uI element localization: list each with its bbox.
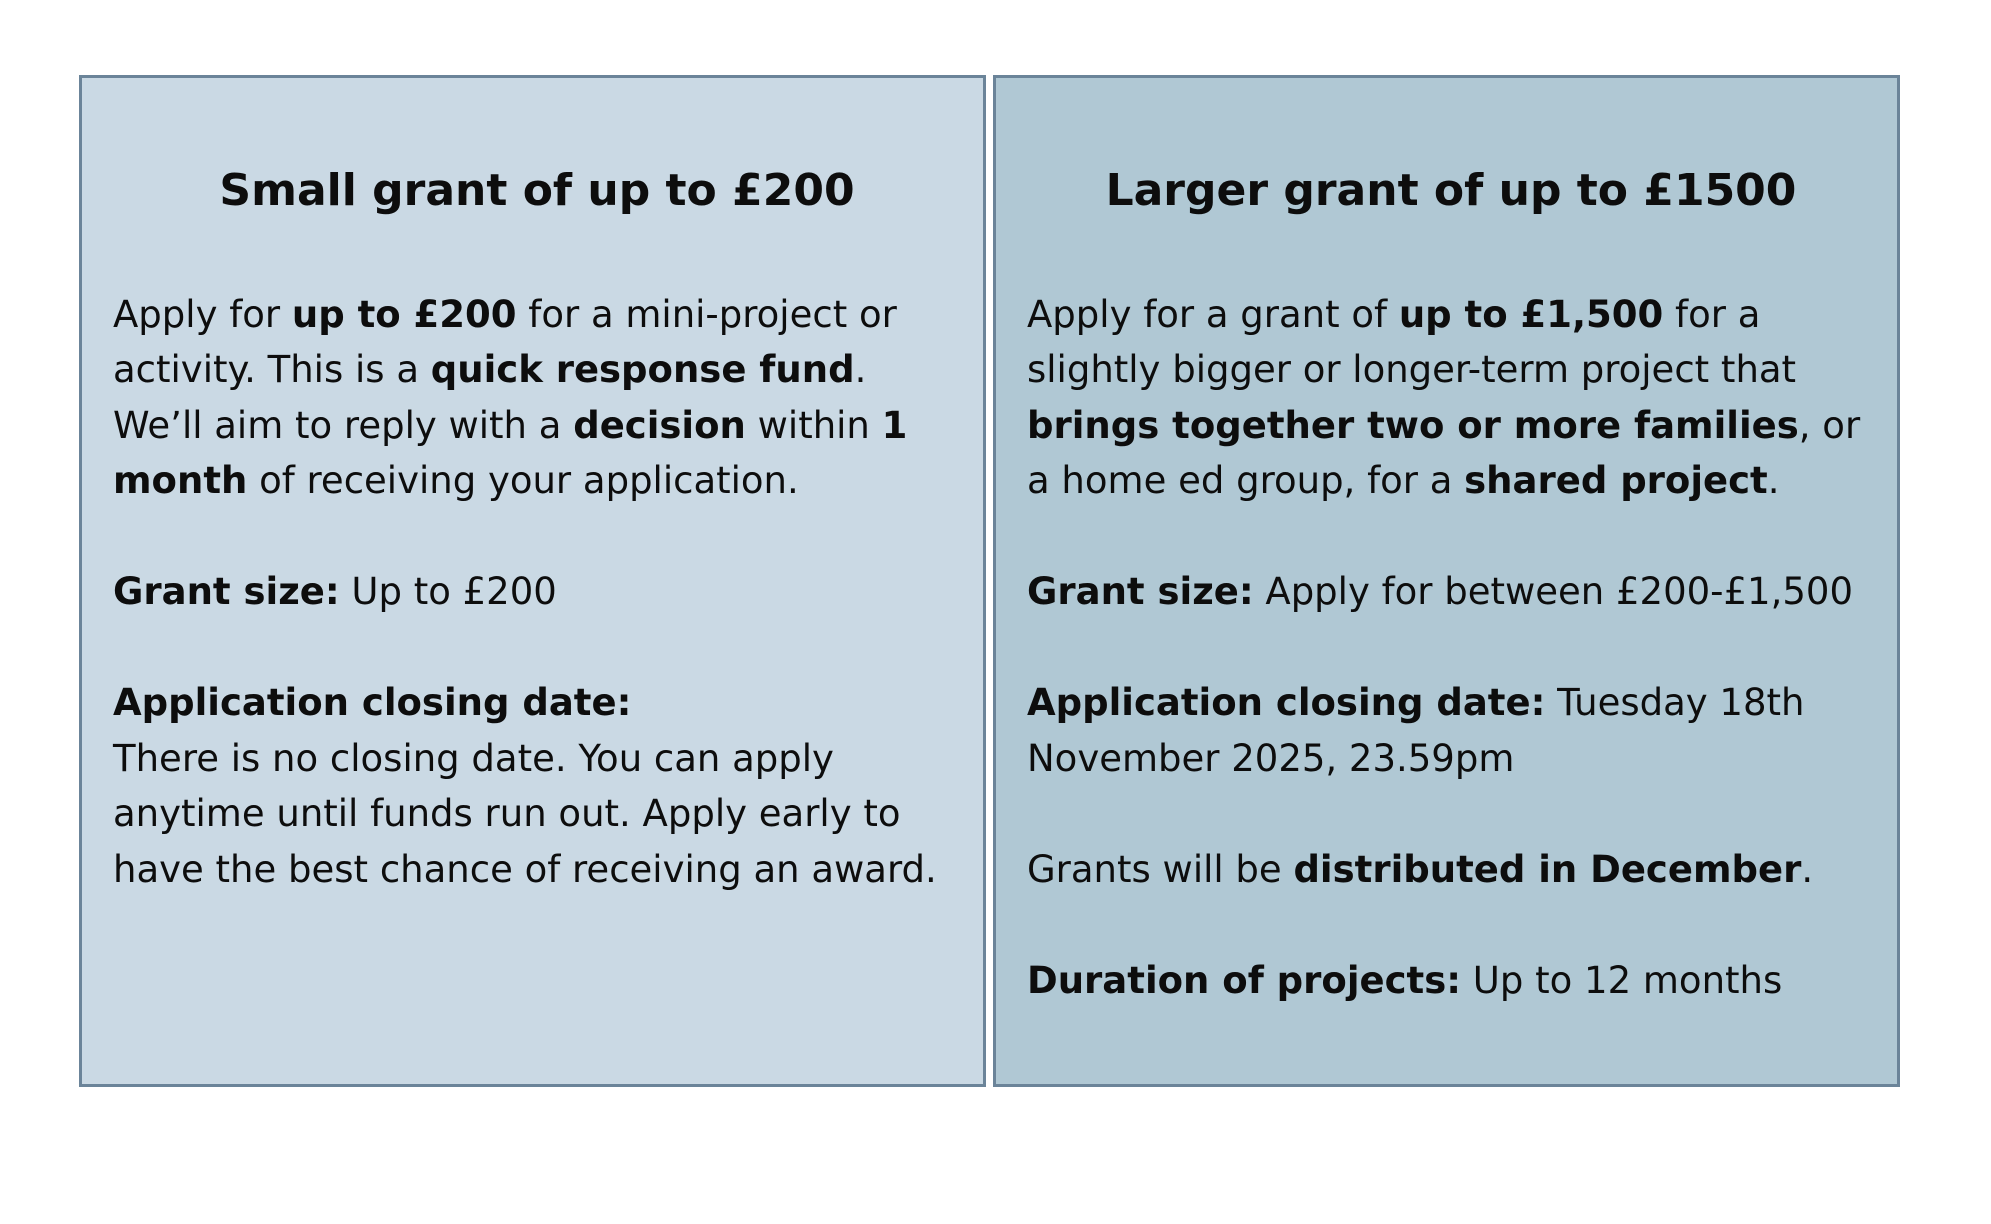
larger-grant-distribution xyxy=(1027,842,1875,898)
small-grant-size xyxy=(113,564,961,620)
small-grant-intro-text-3: . We’ll aim to reply with a xyxy=(113,348,867,447)
small-grant-intro-text-4: within xyxy=(745,403,882,447)
small-grant-panel xyxy=(79,75,986,1087)
larger-grant-panel xyxy=(993,75,1900,1087)
larger-grant-closing xyxy=(1027,675,1875,786)
larger-grant-intro xyxy=(1027,287,1875,509)
larger-grant-intro-bold-1: up to £1,500 xyxy=(1398,292,1664,336)
small-grant-intro-text-1: Apply for xyxy=(113,292,292,336)
small-grant-closing-value: There is no closing date. You can apply anytime until funds run out. Apply early to have the best chance of receiving an award. xyxy=(113,736,937,891)
larger-grant-distribution-text-1: Grants will be xyxy=(1027,847,1294,891)
larger-grant-size-label: Grant size: xyxy=(1027,570,1254,614)
small-grant-size-label: Grant size: xyxy=(113,570,340,614)
larger-grant-intro-bold-2: brings together two or more families xyxy=(1027,403,1799,447)
larger-grant-intro-text-3: , or a home ed group, for a xyxy=(1027,403,1861,503)
larger-grant-intro-bold-3: shared project xyxy=(1464,459,1768,503)
larger-grant-title: Larger grant of up to £1500 xyxy=(1105,165,1797,216)
spacer xyxy=(113,509,961,565)
larger-grant-distribution-text-2: . xyxy=(1801,847,1814,891)
larger-grant-distribution-bold: distributed in December xyxy=(1293,847,1802,891)
small-grant-intro-bold-4: 1 month xyxy=(113,403,908,503)
small-grant-intro-bold-1: up to £200 xyxy=(291,292,517,336)
larger-grant-intro-text-4: . xyxy=(1767,459,1780,503)
small-grant-intro-text-2: for a mini-project or activity. This is a xyxy=(113,292,897,392)
small-grant-size-value: Up to £200 xyxy=(339,570,557,614)
larger-grant-duration xyxy=(1027,953,1875,1009)
small-grant-intro-bold-2: quick response fund xyxy=(430,348,855,392)
larger-grant-intro-text-2: for a slightly bigger or longer-term project that xyxy=(1027,292,1797,392)
larger-grant-closing-value: Tuesday 18th November 2025, 23.59pm xyxy=(1027,681,1805,780)
small-grant-intro-text-5: of receiving your application. xyxy=(247,459,799,503)
spacer xyxy=(1027,786,1875,842)
larger-grant-size-value: Apply for between £200-£1,500 xyxy=(1253,570,1853,614)
small-grant-title: Small grant of up to £200 xyxy=(219,165,855,216)
spacer xyxy=(1027,620,1875,676)
spacer xyxy=(1027,509,1875,565)
spacer xyxy=(1027,897,1875,953)
larger-grant-closing-label: Application closing date: xyxy=(1027,681,1546,725)
small-grant-closing-label: Application closing date: xyxy=(113,681,632,725)
larger-grant-intro-text-1: Apply for a grant of xyxy=(1027,292,1399,336)
larger-grant-duration-label: Duration of projects: xyxy=(1027,958,1462,1002)
small-grant-intro-bold-3: decision xyxy=(573,403,746,447)
small-grant-closing-label-line xyxy=(113,675,961,731)
larger-grant-size xyxy=(1027,564,1875,620)
spacer xyxy=(113,620,961,676)
larger-grant-duration-value: Up to 12 months xyxy=(1461,958,1783,1002)
small-grant-intro xyxy=(113,287,961,509)
